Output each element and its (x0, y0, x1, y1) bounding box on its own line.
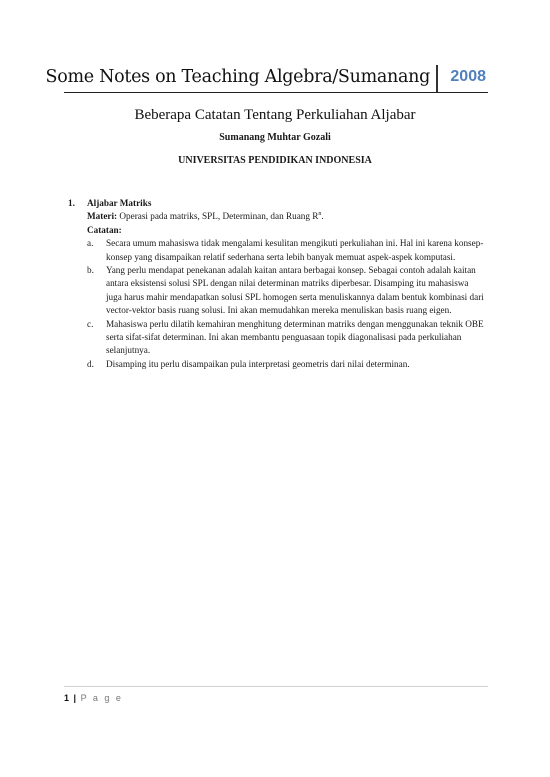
page-number: 1 (64, 693, 70, 703)
header-title: Some Notes on Teaching Algebra/Sumanang (45, 67, 430, 87)
page-footer (64, 693, 123, 703)
document-university: UNIVERSITAS PENDIDIKAN INDONESIA (178, 155, 372, 166)
section-title: Aljabar Matriks (87, 198, 152, 208)
catatan-line (64, 224, 484, 237)
list-item-letter: a. (87, 238, 94, 249)
list-item-letter: d. (87, 358, 94, 369)
materi-label: Materi: (87, 211, 118, 222)
footer-separator: | (73, 693, 77, 703)
list-item-text: Secara umum mahasiswa tidak mengalami kesulitan mengikuti perkuliahan ini. Hal ini karena konsep-konsep yang disampaikan relatif sederhana serta lebih banyak memuat aspek-aspek komputasi. (106, 238, 484, 262)
header-divider (436, 65, 438, 92)
list-item-letter: c. (87, 318, 94, 329)
list-item (64, 237, 484, 264)
list-item-letter: b. (87, 265, 94, 276)
catatan-label: Catatan: (87, 224, 122, 235)
materi-end: . (321, 211, 324, 222)
list-item (64, 264, 484, 318)
list-item-text: Mahasiswa perlu dilatih kemahiran menghitung determinan matriks dengan menggunakan teknik OBE serta sifat-sifat determinan. Ini akan membantu penguasaan topik diagonalisasi pada perkuliahan selanjutnya. (106, 318, 484, 356)
list-item-text: Yang perlu mendapat penekanan adalah kaitan antara berbagai konsep. Sebagai contoh adalah kaitan antara eksistensi solusi SPL dengan nilai determinan matriks diperbesar. Disamping itu mahasiswa juga harus mahir mendapatkan solusi SPL homogen serta menuliskannya dalam bentuk kombinasi dari vector-vektor basis ruang solusi. Ini akan memudahkan mereka menuliskan basis ruang eigen. (106, 265, 484, 316)
section-aljabar-matriks (64, 197, 484, 371)
page-label: P a g e (80, 693, 123, 703)
materi-line (64, 210, 484, 223)
page-header (45, 64, 488, 93)
header-year: 2008 (450, 68, 486, 85)
list-item (64, 318, 484, 358)
section-heading (64, 197, 484, 210)
materi-text: Operasi pada matriks, SPL, Determinan, dan Ruang R (119, 211, 319, 222)
list-item-text: Disamping itu perlu disampaikan pula interpretasi geometris dari nilai determinan. (106, 358, 410, 369)
footer-divider (64, 686, 488, 687)
section-number: 1. (68, 198, 75, 208)
list-item (64, 358, 484, 371)
document-author: Sumanang Muhtar Gozali (219, 132, 331, 143)
materi-superscript: n (318, 211, 322, 218)
catatan-list (64, 237, 484, 371)
document-title: Beberapa Catatan Tentang Perkuliahan Aljabar (134, 107, 416, 123)
